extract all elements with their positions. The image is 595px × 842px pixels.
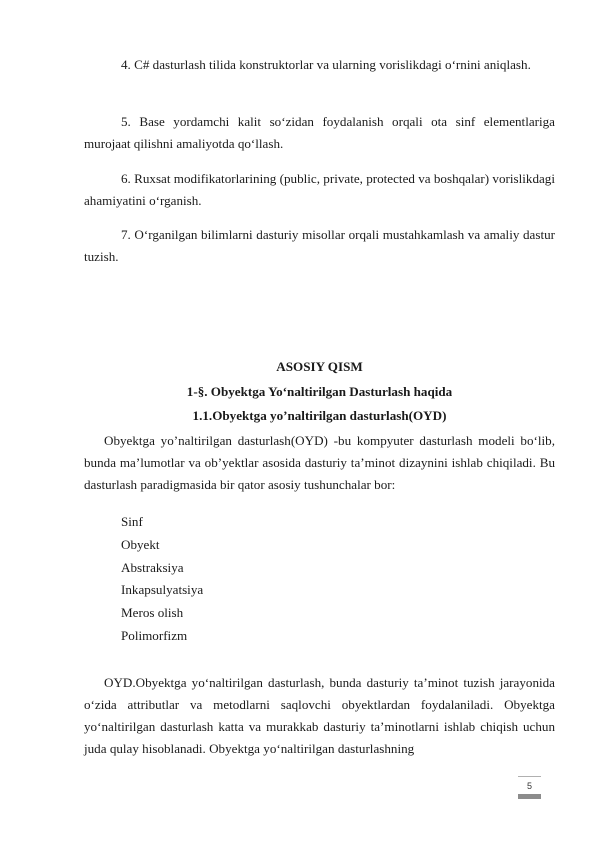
page-number: 5 [526,781,532,791]
subsection-title: 1.1.Obyektga yo’naltirilgan dasturlash(OYD) [192,408,447,423]
main-part-title: ASOSIY QISM [276,359,363,374]
objective-4: 4. C# dasturlash tilida konstruktorlar va ularning vorislikdagi o‘rnini aniqlash. [121,57,531,72]
objective-7: 7. O‘rganilgan bilimlarni dasturiy misollar orqali mustahkamlash va amaliy dastur tuzish. [84,227,555,264]
objective-6: 6. Ruxsat modifikatorlarining (public, private, protected va boshqalar) vorislikdagi ahamiyatini o‘rganish. [84,171,555,208]
section-title: 1-§. Obyektga Yo‘naltirilgan Dasturlash haqida [186,384,453,399]
page-number-box [518,776,541,799]
concept-item: Abstraksiya [121,559,184,575]
oyd-closing-paragraph: OYD.Obyektga yo‘naltirilgan dasturlash, bunda dasturiy ta’minot tuzish jarayonida o‘zida attributlar va metodlarni saqlovchi obyektlardan foydalaniladi. Obyektga yo‘naltirilgan dasturlash katta va murakkab dasturiy ta’minotlarni ishlab chiqish uchun juda qulay hisoblanadi. Obyektga yo‘naltirilgan dasturlashning [84,675,555,756]
concept-item: Sinf [121,514,143,529]
concept-item: Inkapsulyatsiya [121,582,204,598]
concept-item: Obyekt [121,536,160,552]
objective-5: 5. Base yordamchi kalit so‘zidan foydalanish orqali ota sinf elementlariga murojaat qilishni amaliyotda qo‘llash. [84,114,555,151]
document-page [84,0,555,842]
page-number-rule [518,776,541,777]
concept-item: Polimorfizm [121,627,188,643]
concept-list [121,511,203,648]
page-number-bar [518,794,541,799]
concept-item: Meros olish [121,605,184,621]
oyd-intro-paragraph: Obyektga yo’naltirilgan dasturlash(OYD) -bu kompyuter dasturlash modeli bo‘lib, bunda ma’lumotlar va ob’yektlar asosida dasturiy ta’minot dizaynini ishlab chiqiladi. Bu dasturlash paradigmasida bir qator asosiy tushunchalar bor: [84,433,555,492]
